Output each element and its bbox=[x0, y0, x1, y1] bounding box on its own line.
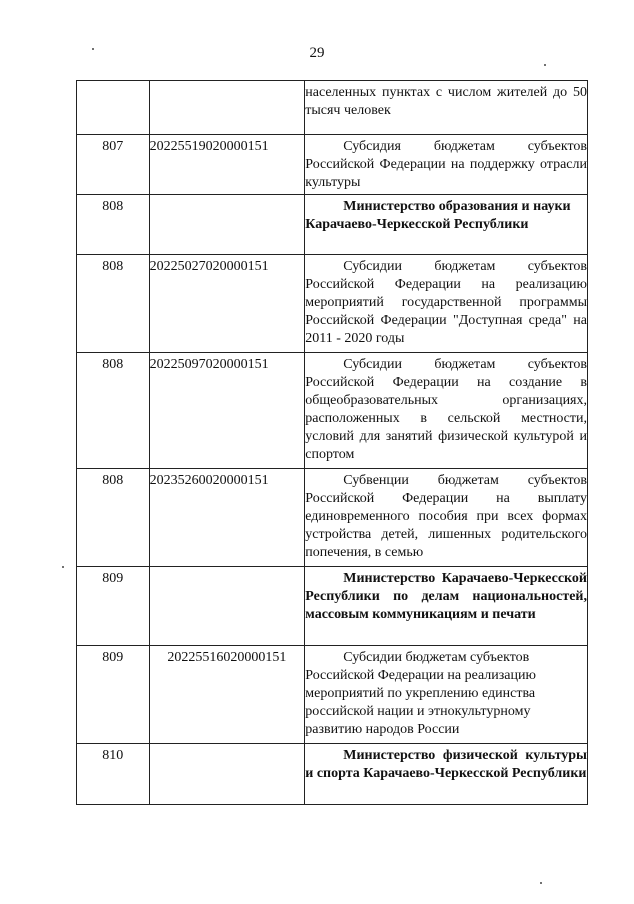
name-cell bbox=[305, 469, 588, 567]
code-text: 807 bbox=[102, 139, 124, 154]
kbk-cell bbox=[149, 81, 305, 135]
name-cell bbox=[305, 81, 588, 135]
code-cell bbox=[77, 135, 150, 195]
table-row bbox=[77, 255, 588, 353]
kbk-cell bbox=[149, 195, 305, 255]
ministry-heading: Министерство физической культуры и спорта Карачаево-Черкесской Республики bbox=[305, 748, 587, 781]
kbk-text: 20235260020000151 bbox=[149, 473, 269, 488]
name-text: Субсидии бюджетам субъектов Российской Федерации на реализацию мероприятий государственной программы Российской Федерации "Доступная среда" на 2011 - 2020 годы bbox=[305, 259, 587, 346]
table-row bbox=[77, 135, 588, 195]
code-text: 808 bbox=[102, 199, 124, 214]
code-text: 809 bbox=[102, 571, 124, 586]
name-cell bbox=[305, 195, 588, 255]
code-cell bbox=[77, 81, 150, 135]
scan-speck bbox=[92, 48, 94, 50]
code-cell bbox=[77, 744, 150, 805]
name-text: Субсидия бюджетам субъектов Российской Федерации на поддержку отрасли культуры bbox=[305, 139, 587, 190]
code-cell bbox=[77, 353, 150, 469]
name-cell bbox=[305, 567, 588, 646]
kbk-text: 20225519020000151 bbox=[149, 139, 269, 154]
kbk-cell bbox=[149, 353, 305, 469]
kbk-cell bbox=[149, 567, 305, 646]
code-text: 808 bbox=[102, 259, 124, 274]
scan-speck bbox=[62, 566, 64, 568]
scan-speck bbox=[544, 64, 546, 66]
code-cell bbox=[77, 646, 150, 744]
ministry-heading: Министерство Карачаево-Черкесской Республики по делам национальностей, массовым коммуникациям и печати bbox=[305, 571, 587, 622]
table-row bbox=[77, 81, 588, 135]
name-cell bbox=[305, 744, 588, 805]
name-cell bbox=[305, 646, 588, 744]
table-row bbox=[77, 353, 588, 469]
table-row bbox=[77, 195, 588, 255]
code-cell bbox=[77, 195, 150, 255]
name-cell bbox=[305, 255, 588, 353]
table-row bbox=[77, 567, 588, 646]
code-text: 808 bbox=[102, 473, 124, 488]
kbk-text: 20225516020000151 bbox=[167, 650, 287, 665]
name-text: Субвенции бюджетам субъектов Российской Федерации на выплату единовременного пособия при всех формах устройства детей, лишенных родительского попечения, в семью bbox=[305, 473, 587, 560]
name-text: Субсидии бюджетам субъектов Российской Федерации на создание в общеобразовательных организациях, расположенных в сельской местности, условий для занятий физической культурой и спортом bbox=[305, 357, 587, 462]
name-cell bbox=[305, 353, 588, 469]
table-row bbox=[77, 744, 588, 805]
kbk-cell bbox=[149, 744, 305, 805]
name-text: Субсидии бюджетам субъектов Российской Федерации на реализацию мероприятий по укреплению единства российской нации и этнокультурному развитию народов России bbox=[305, 650, 536, 737]
code-text: 810 bbox=[102, 748, 124, 763]
code-cell bbox=[77, 255, 150, 353]
kbk-cell bbox=[149, 469, 305, 567]
name-text: населенных пунктах с числом жителей до 50 тысяч человек bbox=[305, 85, 587, 118]
code-cell bbox=[77, 469, 150, 567]
kbk-text: 20225027020000151 bbox=[149, 259, 269, 274]
code-text: 809 bbox=[102, 650, 124, 665]
table-row bbox=[77, 646, 588, 744]
code-cell bbox=[77, 567, 150, 646]
revenue-table bbox=[76, 80, 588, 805]
page-number: 29 bbox=[309, 45, 325, 61]
name-cell bbox=[305, 135, 588, 195]
kbk-cell bbox=[149, 646, 305, 744]
kbk-cell bbox=[149, 255, 305, 353]
code-text: 808 bbox=[102, 357, 124, 372]
kbk-cell bbox=[149, 135, 305, 195]
ministry-heading: Министерство образования и науки Карачаево-Черкесской Республики bbox=[305, 199, 571, 232]
scan-speck bbox=[540, 882, 542, 884]
kbk-text: 20225097020000151 bbox=[149, 357, 269, 372]
table-row bbox=[77, 469, 588, 567]
